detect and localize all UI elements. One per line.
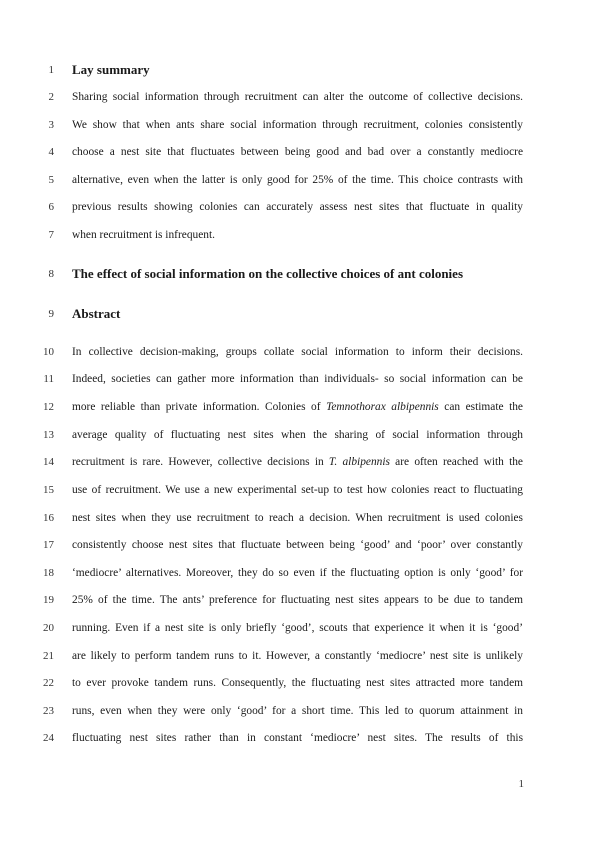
line-text-part: can estimate the <box>438 401 523 413</box>
line-text-part: recruitment is rare. However, collective decisions in <box>72 456 329 468</box>
line-text: use of recruitment. We use a new experimental set-up to test how colonies react to fluctuating <box>72 484 523 496</box>
line-number: 23 <box>43 705 54 717</box>
line-text: when recruitment is infrequent. <box>72 229 215 241</box>
line-text <box>72 452 523 472</box>
text-line <box>0 115 595 135</box>
line-number: 24 <box>43 732 54 744</box>
line-number: 5 <box>48 174 54 186</box>
section-heading: Abstract <box>72 306 121 321</box>
line-number: 6 <box>48 201 54 213</box>
line-number: 10 <box>43 346 54 358</box>
line-text: average quality of fluctuating nest sites when the sharing of social information through <box>72 429 523 441</box>
line-text: In collective decision-making, groups collate social information to inform their decisions. <box>72 346 523 358</box>
text-line <box>0 452 595 472</box>
species-name: Temnothorax albipennis <box>326 401 439 413</box>
line-number: 17 <box>43 539 54 551</box>
text-line <box>0 590 595 610</box>
line-number: 3 <box>48 119 54 131</box>
line-number: 9 <box>48 308 54 320</box>
section-heading: Lay summary <box>72 62 150 77</box>
line-text: consistently choose nest sites that fluctuate between being ‘good’ and ‘poor’ over constantly <box>72 539 523 551</box>
text-line <box>0 342 595 362</box>
text-line <box>0 369 595 389</box>
line-number: 7 <box>48 229 54 241</box>
text-line <box>0 535 595 555</box>
line-text: Indeed, societies can gather more information than individuals- so social information can be <box>72 373 523 385</box>
line-text-part: are often reached with the <box>389 456 523 468</box>
text-line <box>0 264 595 284</box>
line-text: alternative, even when the latter is only good for 25% of the time. This choice contrasts with <box>72 174 523 186</box>
line-number: 11 <box>43 373 54 385</box>
text-line <box>0 646 595 666</box>
text-line <box>0 701 595 721</box>
text-line <box>0 142 595 162</box>
line-text: fluctuating nest sites rather than in constant ‘mediocre’ nest sites. The results of this <box>72 732 523 744</box>
text-line <box>0 225 595 245</box>
page-number: 1 <box>518 778 524 790</box>
text-line <box>0 304 595 324</box>
line-text <box>72 397 523 417</box>
text-line <box>0 728 595 748</box>
line-number: 8 <box>48 268 54 280</box>
section-heading: The effect of social information on the collective choices of ant colonies <box>72 266 463 281</box>
line-number: 20 <box>43 622 54 634</box>
line-number: 21 <box>43 650 54 662</box>
line-text: to ever provoke tandem runs. Consequently, the fluctuating nest sites attracted more tandem <box>72 677 523 689</box>
line-number: 13 <box>43 429 54 441</box>
text-line <box>0 480 595 500</box>
line-text: running. Even if a nest site is only briefly ‘good’, scouts that experience it when it is ‘good’ <box>72 622 523 634</box>
line-number: 14 <box>43 456 54 468</box>
line-number: 22 <box>43 677 54 689</box>
text-line <box>0 425 595 445</box>
line-number: 1 <box>48 64 54 76</box>
text-line <box>0 673 595 693</box>
line-text: runs, even when they were only ‘good’ for a short time. This led to quorum attainment in <box>72 705 523 717</box>
line-number: 2 <box>48 91 54 103</box>
line-number: 15 <box>43 484 54 496</box>
text-line <box>0 170 595 190</box>
line-number: 18 <box>43 567 54 579</box>
line-text: We show that when ants share social information through recruitment, colonies consistently <box>72 119 523 131</box>
text-line <box>0 508 595 528</box>
text-line <box>0 397 595 417</box>
line-text: Sharing social information through recruitment can alter the outcome of collective decisions. <box>72 91 523 103</box>
text-line <box>0 87 595 107</box>
line-number: 16 <box>43 512 54 524</box>
text-line <box>0 60 595 80</box>
line-number: 4 <box>48 146 54 158</box>
line-text-part: more reliable than private information. Colonies of <box>72 401 327 413</box>
species-name: T. albipennis <box>328 456 390 468</box>
line-text: previous results showing colonies can accurately assess nest sites that fluctuate in quality <box>72 201 523 213</box>
line-number: 19 <box>43 594 54 606</box>
line-text: ‘mediocre’ alternatives. Moreover, they do so even if the fluctuating option is only ‘good’ for <box>72 567 523 579</box>
text-line <box>0 197 595 217</box>
line-text: choose a nest site that fluctuates between being good and bad over a constantly mediocre <box>72 146 523 158</box>
text-line <box>0 618 595 638</box>
text-line <box>0 563 595 583</box>
line-text: 25% of the time. The ants’ preference for fluctuating nest sites appears to be due to tandem <box>72 594 523 606</box>
line-text: are likely to perform tandem runs to it. However, a constantly ‘mediocre’ nest site is unlikely <box>72 650 523 662</box>
line-text: nest sites when they use recruitment to reach a decision. When recruitment is used colonies <box>72 512 523 524</box>
line-number: 12 <box>43 401 54 413</box>
